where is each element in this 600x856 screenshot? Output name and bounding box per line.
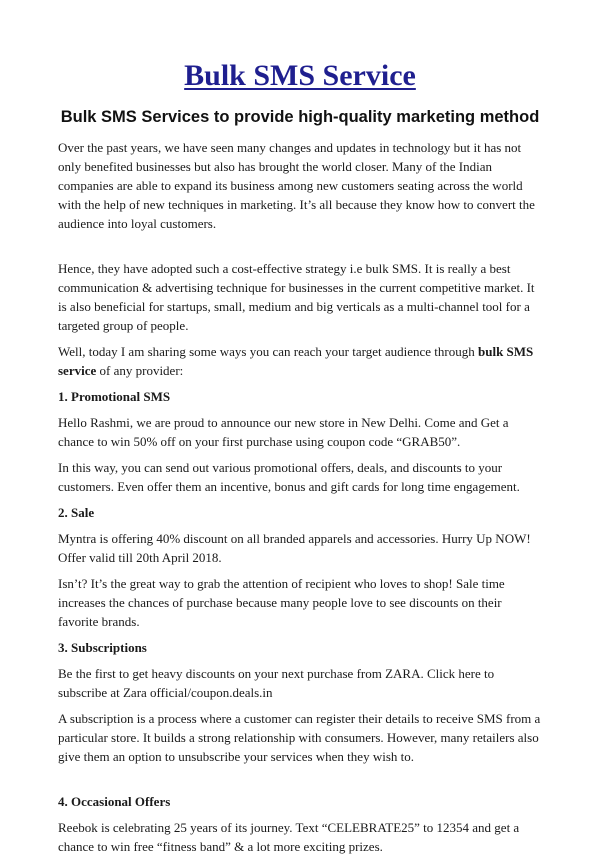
sharing-text-before: Well, today I am sharing some ways you can reach your target audience through [58, 344, 475, 359]
sharing-text-after: of any provider: [96, 363, 184, 378]
sharing-paragraph [58, 342, 542, 380]
section-heading-subscriptions: 3. Subscriptions [58, 640, 147, 655]
section-description-subscriptions: A subscription is a process where a customer can register their details to receive SMS from a particular store. It builds a strong relationship with consumers. However, many retailers also give them an option to unsubscribe your services when they wish to. [58, 711, 541, 764]
intro-paragraph-2: Hence, they have adopted such a cost-effective strategy i.e bulk SMS. It is really a best communication & advertising technique for businesses in the current competitive market. It is also beneficial for startups, small, medium and big verticals as a multi-channel tool for a targeted group of people. [58, 261, 535, 333]
intro-paragraph-1: Over the past years, we have seen many changes and updates in technology but it has not only benefited businesses but also has brought the world closer. Many of the Indian companies are able to expand its business among new customers seating across the world with the help of new techniques in marketing. It’s all because they know how to convert the audience into loyal customers. [58, 140, 535, 231]
section-heading-occasional: 4. Occasional Offers [58, 794, 171, 809]
title-link[interactable]: Bulk SMS Service [184, 59, 416, 92]
section-description-promotional: In this way, you can send out various promotional offers, deals, and discounts to your customers. Even offer them an incentive, bonus and gift cards for long time engagement. [58, 460, 520, 494]
section-example-subscriptions: Be the first to get heavy discounts on your next purchase from ZARA. Click here to subscribe at Zara official/coupon.deals.in [58, 666, 495, 700]
page-title [58, 56, 542, 96]
section-example-occasional: Reebok is celebrating 25 years of its journey. Text “CELEBRATE25” to 12354 and get a chance to win free “fitness band” & a lot more exciting prizes. [58, 820, 520, 854]
page-subtitle: Bulk SMS Services to provide high-quality marketing method [60, 108, 540, 126]
bulk-sms-service-link[interactable]: bulk SMS service [58, 344, 534, 378]
section-description-sale: Isn’t? It’s the great way to grab the attention of recipient who loves to shop! Sale time increases the chances of purchase because many people love to see discounts on their favorite brands. [58, 576, 505, 629]
section-example-promotional: Hello Rashmi, we are proud to announce our new store in New Delhi. Come and Get a chance to win 50% off on your first purchase using coupon code “GRAB50”. [58, 415, 509, 449]
section-heading-promotional: 1. Promotional SMS [58, 389, 171, 404]
section-heading-sale: 2. Sale [58, 505, 95, 520]
section-example-sale: Myntra is offering 40% discount on all branded apparels and accessories. Hurry Up NOW! Offer valid till 20th April 2018. [58, 531, 531, 565]
